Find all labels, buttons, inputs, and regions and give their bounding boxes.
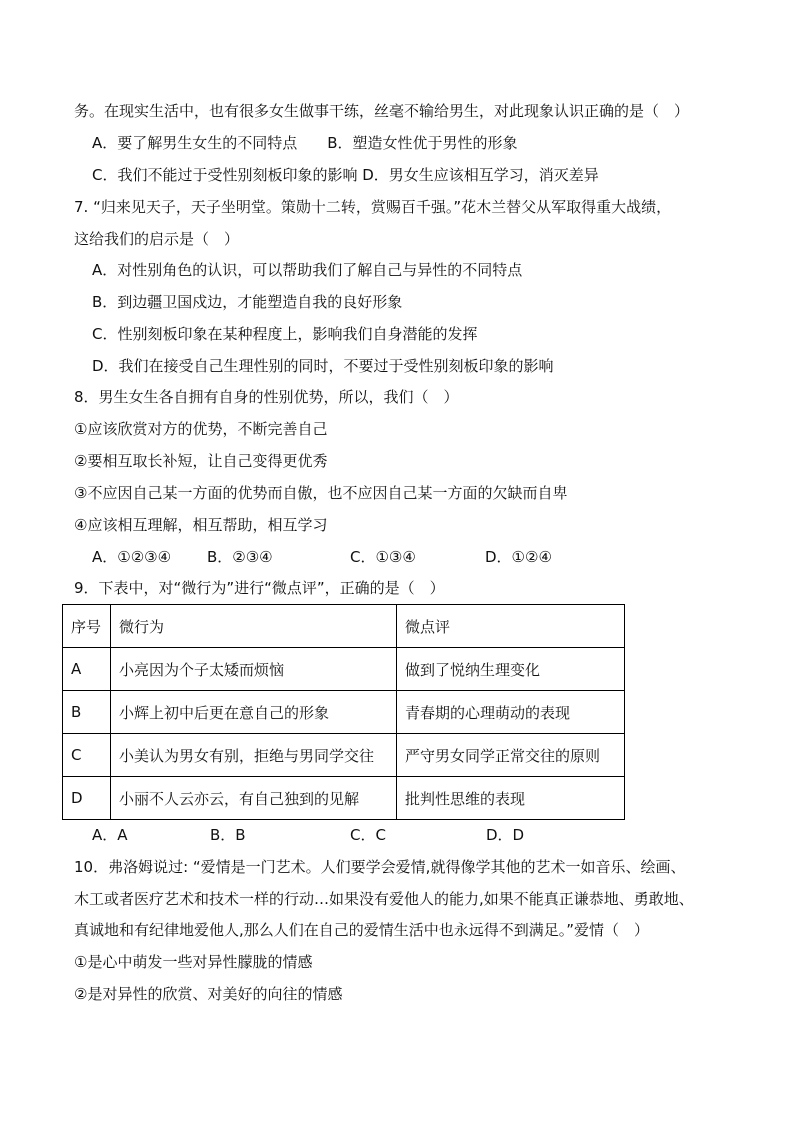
q10-item-1: ①是心中萌发一些对异性朦胧的情感 xyxy=(74,953,313,971)
header-comment: 微点评 xyxy=(397,605,625,648)
q9-option-d: D．D xyxy=(486,826,525,844)
row-behavior: 小亮因为个子太矮而烦恼 xyxy=(111,648,397,691)
q8-item-4: ④应该相互理解，相互帮助，相互学习 xyxy=(74,516,328,534)
table-row xyxy=(63,734,625,777)
q9-option-a: A．A xyxy=(92,826,128,844)
q7-stem-line1: 7. “归来见天子，天子坐明堂。策勋十二转，赏赐百千强。”花木兰替父从军取得重大战绩， xyxy=(74,198,672,216)
q10-stem-line1: 10．弗洛姆说过: “爱情是一门艺术。人们要学会爱情,就得像学其他的艺术一如音乐、绘画、 xyxy=(74,858,686,876)
q8-option-b: B．②③④ xyxy=(207,548,273,566)
q6-stem: 务。在现实生活中，也有很多女生做事干练，丝毫不输给男生，对此现象认识正确的是（ ） xyxy=(74,102,690,120)
q8-option-a: A．①②③④ xyxy=(92,548,172,566)
row-index: A xyxy=(63,648,111,691)
q8-option-d: D．①②④ xyxy=(485,548,552,566)
q7-stem-line2: 这给我们的启示是（ ） xyxy=(74,230,240,248)
q6-options-row1: A．要了解男生女生的不同特点 B．塑造女性优于男性的形象 xyxy=(92,134,518,152)
q7-option-d: D．我们在接受自己生理性别的同时，不要过于受性别刻板印象的影响 xyxy=(92,357,554,375)
row-comment: 做到了悦纳生理变化 xyxy=(397,648,625,691)
row-comment: 青春期的心理萌动的表现 xyxy=(397,691,625,734)
row-behavior: 小丽不人云亦云，有自己独到的见解 xyxy=(111,777,397,820)
header-behavior: 微行为 xyxy=(111,605,397,648)
q9-stem: 9．下表中，对“微行为”进行“微点评”，正确的是（ ） xyxy=(74,579,445,597)
row-index: D xyxy=(63,777,111,820)
q8-item-2: ②要相互取长补短，让自己变得更优秀 xyxy=(74,452,328,470)
q6-options-row2: C．我们不能过于受性别刻板印象的影响 D．男女生应该相互学习，消灭差异 xyxy=(92,166,599,184)
q7-option-b: B．到边疆卫国戍边，才能塑造自我的良好形象 xyxy=(92,293,403,311)
row-comment: 批判性思维的表现 xyxy=(397,777,625,820)
q8-option-c: C．①③④ xyxy=(350,548,416,566)
q9-option-c: C．C xyxy=(350,826,386,844)
table-row xyxy=(63,648,625,691)
q7-option-c: C．性别刻板印象在某种程度上，影响我们自身潜能的发挥 xyxy=(92,325,478,343)
table-row xyxy=(63,691,625,734)
q8-item-3: ③不应因自己某一方面的优势而自傲，也不应因自己某一方面的欠缺而自卑 xyxy=(74,484,568,502)
q8-item-1: ①应该欣赏对方的优势，不断完善自己 xyxy=(74,420,328,438)
row-behavior: 小辉上初中后更在意自己的形象 xyxy=(111,691,397,734)
row-behavior: 小美认为男女有别，拒绝与男同学交往 xyxy=(111,734,397,777)
q8-stem: 8．男生女生各自拥有自身的性别优势，所以，我们（ ） xyxy=(74,388,459,406)
q9-table xyxy=(62,604,625,820)
q9-option-b: B．B xyxy=(210,826,246,844)
row-index: B xyxy=(63,691,111,734)
table-header-row xyxy=(63,605,625,648)
q10-item-2: ②是对异性的欣赏、对美好的向往的情感 xyxy=(74,985,343,1003)
q10-stem-line3: 真诚地和有纪律地爱他人,那么人们在自己的爱情生活中也永远得不到满足。”爱情（ ） xyxy=(74,921,650,939)
row-index: C xyxy=(63,734,111,777)
row-comment: 严守男女同学正常交往的原则 xyxy=(397,734,625,777)
header-index: 序号 xyxy=(63,605,111,648)
table-row xyxy=(63,777,625,820)
q7-option-a: A．对性别角色的认识，可以帮助我们了解自己与异性的不同特点 xyxy=(92,261,523,279)
q10-stem-line2: 木工或者医疗艺术和技术一样的行动…如果没有爱他人的能力,如果不能真正谦恭地、勇敢地、 xyxy=(74,890,694,908)
